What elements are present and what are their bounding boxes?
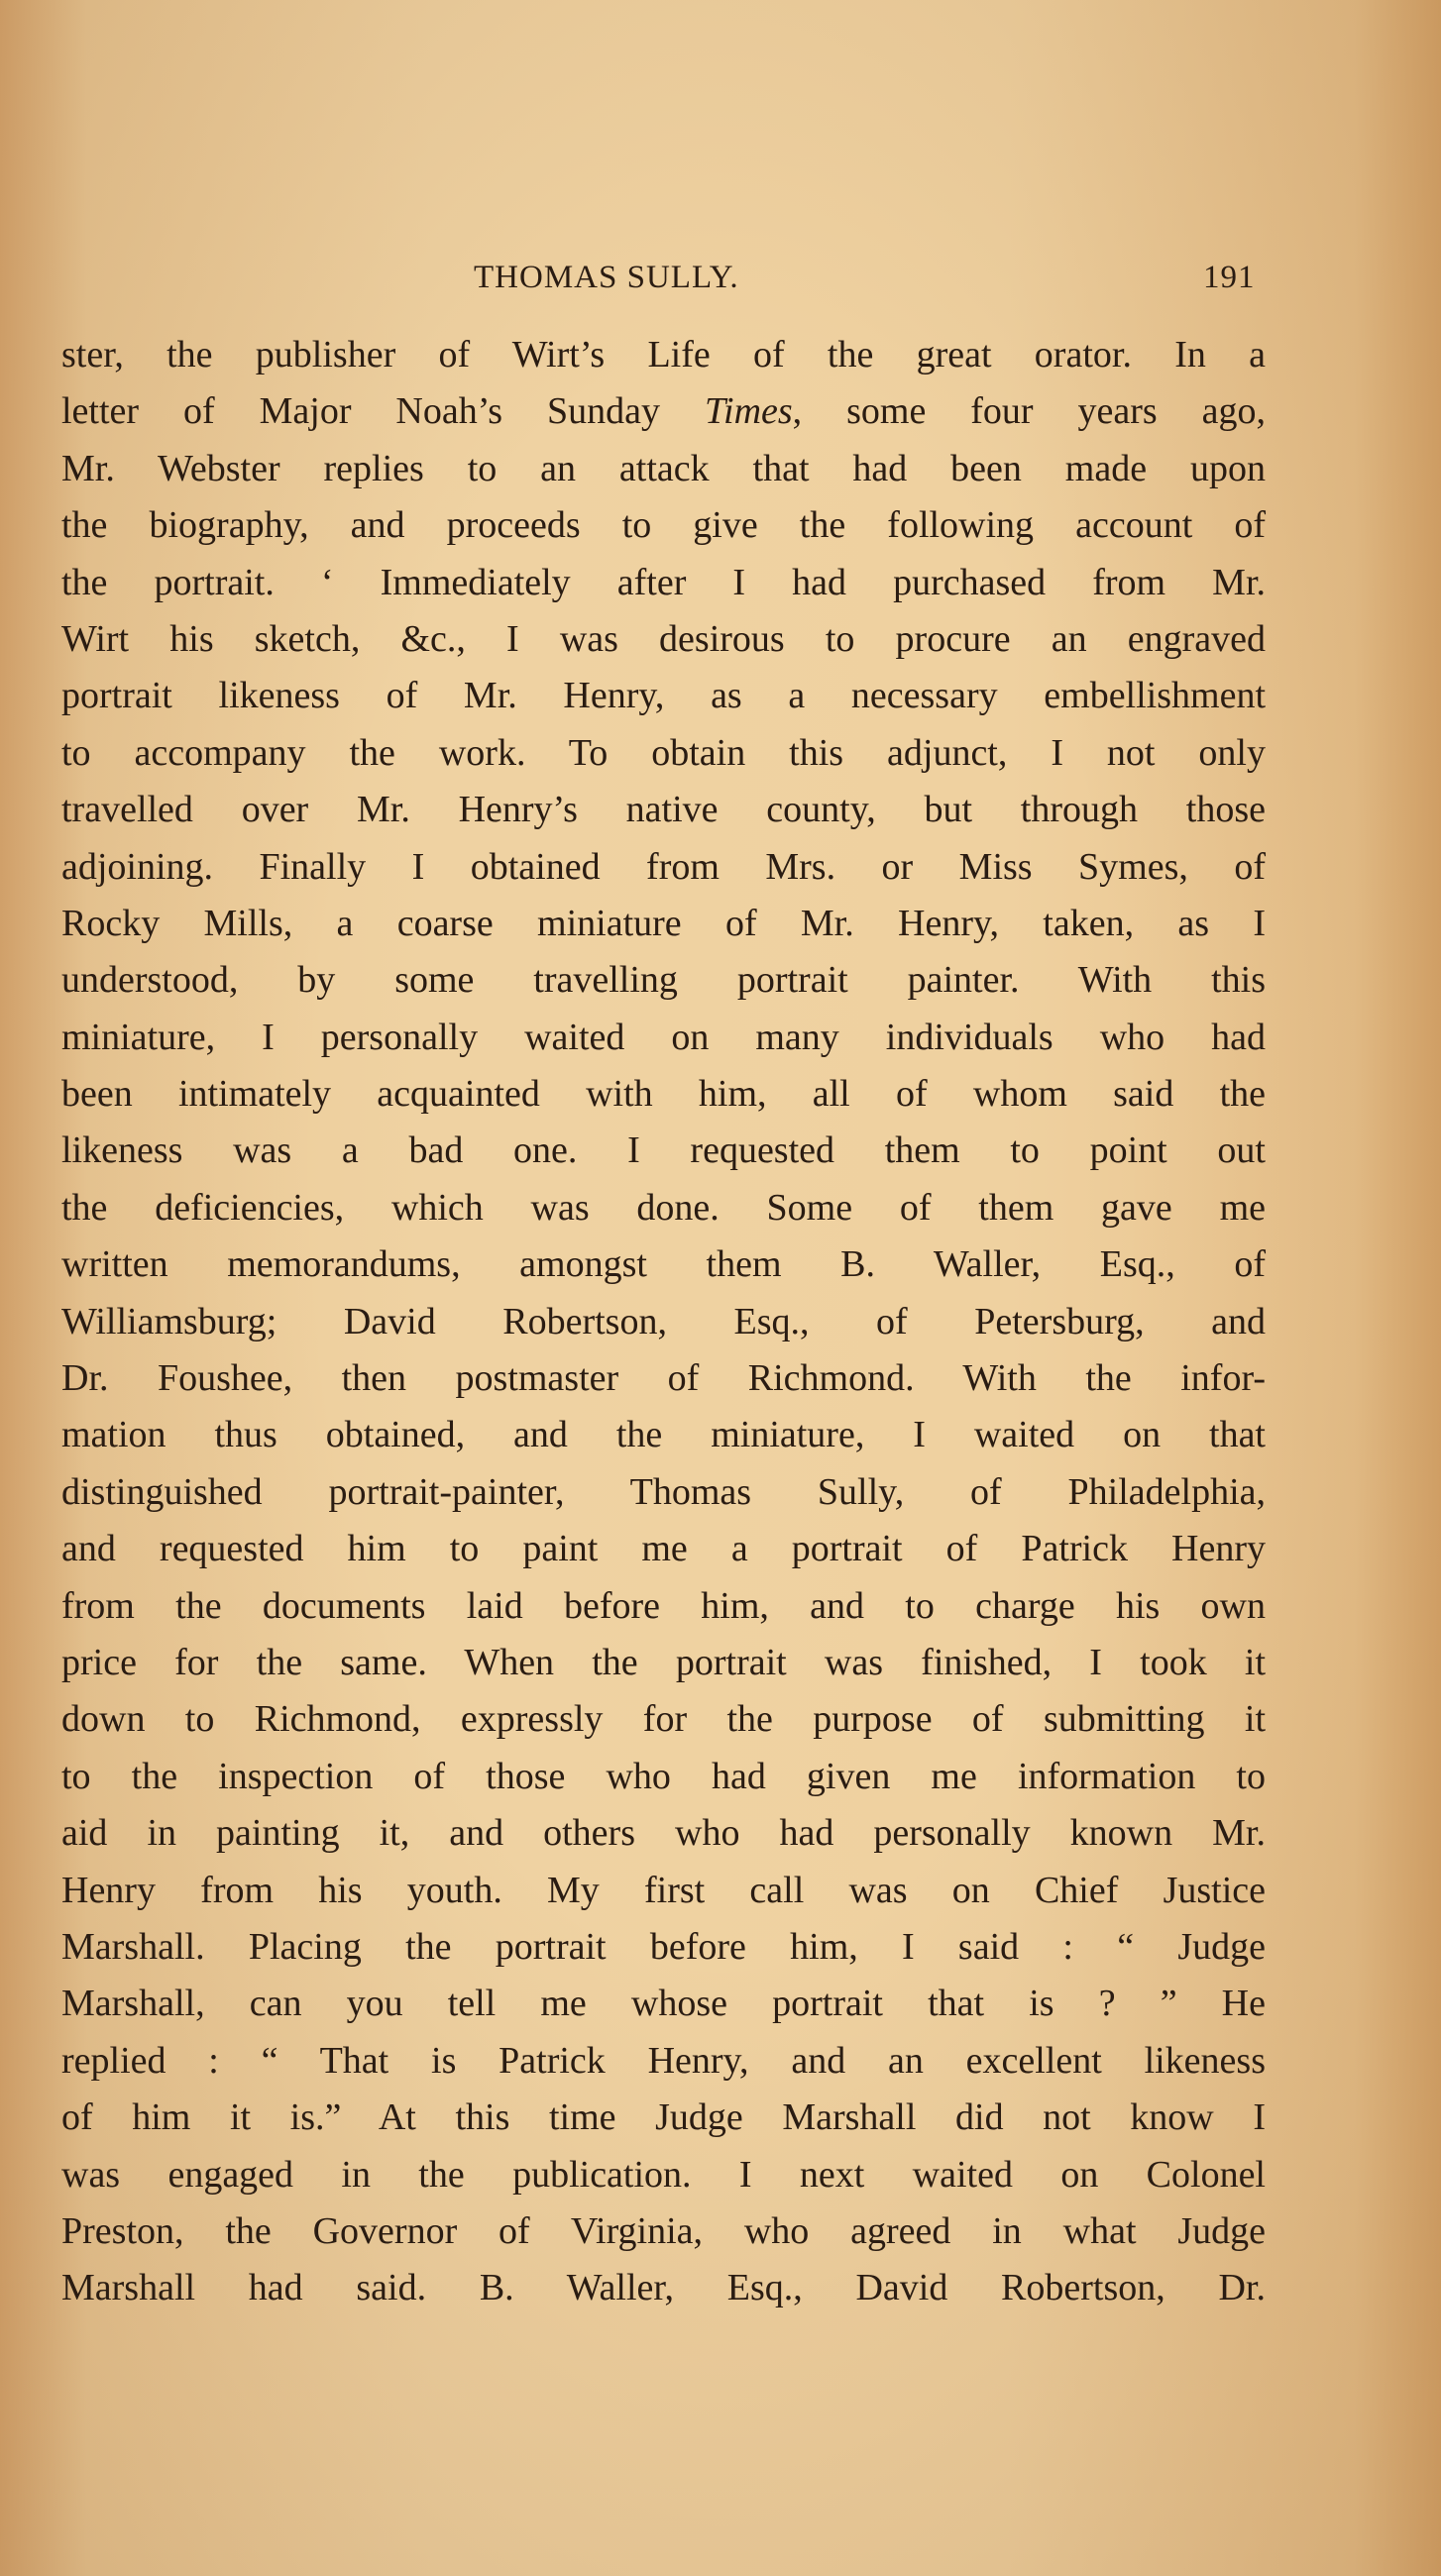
text-line: down to Richmond, expressly for the purpose of submitting it [61,1698,1266,1741]
page-header [0,260,1441,299]
italic-word: Times [704,390,793,433]
text-line: been intimately acquainted with him, all of whom said the [61,1073,1266,1116]
text-line: to accompany the work. To obtain this adjunct, I not only [61,731,1266,774]
text-line-with-italic: letter of Major Noah’s Sunday Times, some four years ago, [61,390,1267,433]
text-line: Henry from his youth. My first call was on Chief Justice [61,1869,1266,1911]
text-line: Marshall. Placing the portrait before him, I said : “ Judge [61,1925,1266,1968]
text-line: written memorandums, amongst them B. Waller, Esq., of [61,1243,1266,1286]
text-line [61,383,1266,440]
text-line: likeness was a bad one. I requested them to point out [61,1129,1266,1172]
text-line: the deficiencies, which was done. Some of them gave me [61,1186,1266,1229]
text-line: understood, by some travelling portrait painter. With this [61,959,1266,1002]
text-line: portrait likeness of Mr. Henry, as a necessary embellishment [61,675,1266,717]
text-line: ster, the publisher of Wirt’s Life of the great orator. In a [61,334,1266,376]
text-line: adjoining. Finally I obtained from Mrs. or Miss Symes, of [61,845,1266,888]
text-line: travelled over Mr. Henry’s native county, but through those [61,789,1266,831]
text-line: Rocky Mills, a coarse miniature of Mr. Henry, taken, as I [61,902,1266,944]
text-line: the biography, and proceeds to give the following account of [61,504,1266,547]
text-line: Marshall had said. B. Waller, Esq., David Robertson, Dr. [61,2267,1266,2309]
text-line: Mr. Webster replies to an attack that had been made upon [61,447,1266,489]
text-line: of him it is.” At this time Judge Marshall did not know I [61,2096,1266,2139]
text-line: from the documents laid before him, and to charge his own [61,1584,1266,1627]
text-line: Dr. Foushee, then postmaster of Richmond. With the infor- [61,1357,1266,1400]
text-line: Marshall, can you tell me whose portrait that is ? ” He [61,1983,1266,2025]
text-line: to the inspection of those who had given me information to [61,1755,1266,1797]
running-title: THOMAS SULLY. [474,260,739,295]
page-number: 191 [1203,260,1256,295]
text-line: Preston, the Governor of Virginia, who agreed in what Judge [61,2209,1266,2252]
text-line: mation thus obtained, and the miniature, I waited on that [61,1414,1266,1456]
text-line: and requested him to paint me a portrait of Patrick Henry [61,1528,1266,1570]
text-line: price for the same. When the portrait was finished, I took it [61,1641,1266,1683]
text-line: Wirt his sketch, &c., I was desirous to procure an engraved [61,617,1266,660]
text-line: Williamsburg; David Robertson, Esq., of Petersburg, and [61,1300,1266,1342]
body-text [61,327,1266,2317]
text-line: distinguished portrait-painter, Thomas Sully, of Philadelphia, [61,1470,1266,1513]
text-line: the portrait. ‘ Immediately after I had purchased from Mr. [61,561,1266,603]
text-line: aid in painting it, and others who had personally known Mr. [61,1812,1266,1855]
text-line: miniature, I personally waited on many individuals who had [61,1016,1266,1058]
text-line: replied : “ That is Patrick Henry, and an excellent likeness [61,2039,1266,2082]
text-line: was engaged in the publication. I next waited on Colonel [61,2153,1266,2196]
